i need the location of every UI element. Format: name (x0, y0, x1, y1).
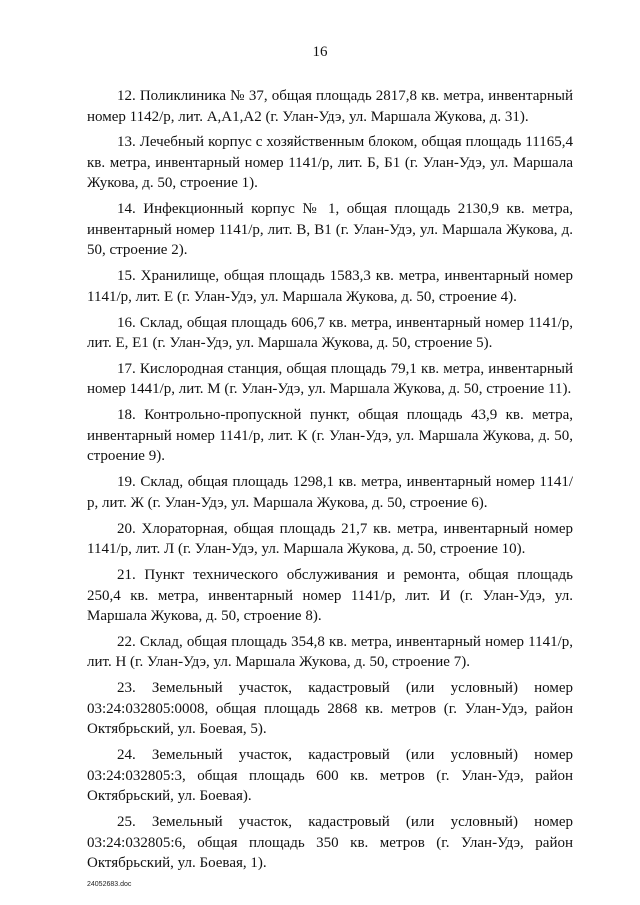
list-item-13: 13. Лечебный корпус с хозяйственным блоком, общая площадь 11165,4 кв. метра, инвентарный номер 1141/р, лит. Б, Б1 (г. Улан-Удэ, ул. Маршала Жукова, д. 50, строение 1). (87, 134, 573, 192)
list-item-12: 12. Поликлиника № 37, общая площадь 2817,8 кв. метра, инвентарный номер 1142/р, лит. А,А1,А2 (г. Улан-Удэ, ул. Маршала Жукова, д. 31). (87, 88, 573, 125)
page-number: 16 (312, 44, 328, 60)
list-item-14: 14. Инфекционный корпус № 1, общая площадь 2130,9 кв. метра, инвентарный номер 1141/р, лит. В, В1 (г. Улан-Удэ, ул. Маршала Жукова, д. 50, строение 2). (87, 201, 573, 259)
list-item-15: 15. Хранилище, общая площадь 1583,3 кв. метра, инвентарный номер 1141/р, лит. Е (г. Улан-Удэ, ул. Маршала Жукова, д. 50, строение 4). (87, 268, 573, 305)
list-item-17: 17. Кислородная станция, общая площадь 79,1 кв. метра, инвентарный номер 1441/р, лит. М (г. Улан-Удэ, ул. Маршала Жукова, д. 50, строение 11). (87, 360, 573, 398)
list-item-19: 19. Склад, общая площадь 1298,1 кв. метра, инвентарный номер 1141/р, лит. Ж (г. Улан-Удэ, ул. Маршала Жукова, д. 50, строение 6). (87, 474, 573, 511)
footer-filename: 24052683.doc (87, 881, 132, 888)
list-item-18: 18. Контрольно-пропускной пункт, общая площадь 43,9 кв. метра, инвентарный номер 1141/р, лит. К (г. Улан-Удэ, ул. Маршала Жукова, д. 50, строение 9). (87, 407, 573, 465)
document-body (87, 86, 573, 879)
list-item-21: 21. Пункт технического обслуживания и ремонта, общая площадь 250,4 кв. метра, инвентарный номер 1141/р, лит. И (г. Улан-Удэ, ул. Маршала Жукова, д. 50, строение 8). (87, 567, 573, 625)
list-item-24: 24. Земельный участок, кадастровый (или условный) номер 03:24:032805:3, общая площадь 600 кв. метров (г. Улан-Удэ, район Октябрьский, ул. Боевая). (87, 747, 573, 805)
list-item-23: 23. Земельный участок, кадастровый (или условный) номер 03:24:032805:0008, общая площадь 2868 кв. метров (г. Улан-Удэ, район Октябрьский, ул. Боевая, 5). (87, 680, 573, 738)
list-item-16: 16. Склад, общая площадь 606,7 кв. метра, инвентарный номер 1141/р, лит. Е, Е1 (г. Улан-Удэ, ул. Маршала Жукова, д. 50, строение 5). (87, 314, 573, 352)
list-item-25: 25. Земельный участок, кадастровый (или условный) номер 03:24:032805:6, общая площадь 350 кв. метров (г. Улан-Удэ, район Октябрьский, ул. Боевая, 1). (87, 814, 573, 872)
list-item-22: 22. Склад, общая площадь 354,8 кв. метра, инвентарный номер 1141/р, лит. Н (г. Улан-Удэ, ул. Маршала Жукова, д. 50, строение 7). (87, 633, 573, 671)
list-item-20: 20. Хлораторная, общая площадь 21,7 кв. метра, инвентарный номер 1141/р, лит. Л (г. Улан-Удэ, ул. Маршала Жукова, д. 50, строение 10). (87, 520, 573, 558)
